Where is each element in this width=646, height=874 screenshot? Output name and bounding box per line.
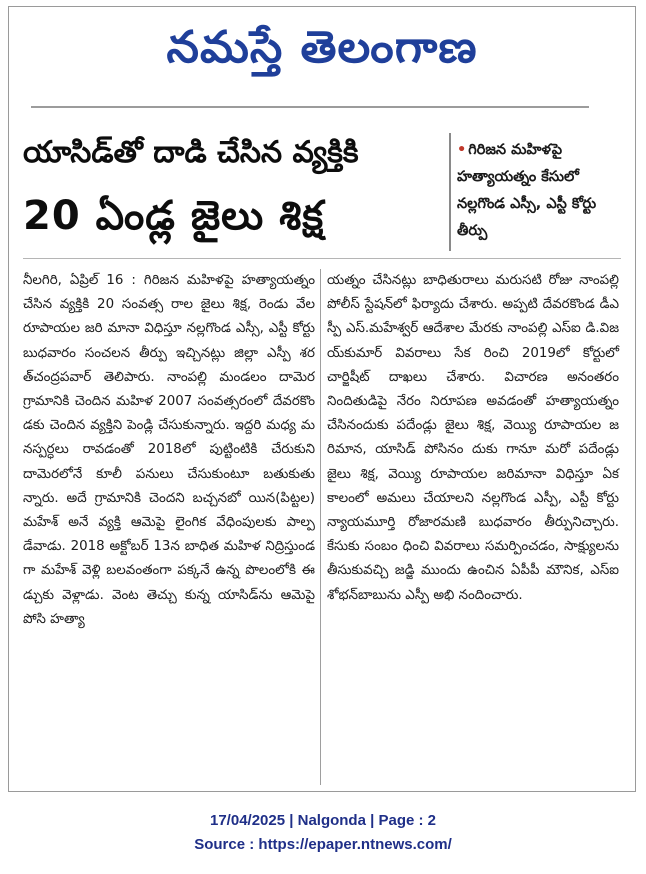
masthead-divider [31, 106, 589, 108]
body-column-right: యత్నం చేసినట్లు బాధితురాలు మరుసటి రోజు నాంపల్లి పోలీస్ స్టేషన్‌లో ఫిర్యాదు చేశారు. అప్పటి దేవరకొండ డీఎస్పీ ఎస్.మహేశ్వర్ ఆదేశాల మేరకు నాంపల్లి ఎస్ఐ డి.విజయ్‌కుమార్ వివరాలు సేక రించి 2019లో కోర్టులో చార్జిషీట్ దాఖలు చేశారు. విచారణ అనంతరం నిందితుడిపై నేరం నిరూపణ అవడంతో హత్యాయత్నం చేసినందుకు పదేండ్లు జైలు శిక్ష, వెయ్యి రూపాయల జరిమాన, యాసిడ్ పోసినం దుకు గానూ మరో పదేండ్లు జైలు శిక్ష, వెయ్యి రూపాయల జరిమానా విధిస్తూ ఏక కాలంలో అమలు చేయాలని నల్లగొండ ఎస్పీ, ఎస్టీ కోర్టు న్యాయమూర్తి రోజారమణి బుధవారం తీర్పునిచ్చారు. కేసుకు సంబం ధించి వివరాలు సమర్పించడం, సాక్ష్యులను తీసుకువచ్చి జడ్జి ముందు ఉంచిన ఏపీపీ మౌనిక, ఎస్ఐ శోభన్‌బాబును ఎస్పీ అభి నందించారు. [327, 273, 619, 603]
footer-date-edition: 17/04/2025 | Nalgonda | Page : 2 [210, 812, 436, 829]
deck-text: గిరిజన మహిళపై హత్యాయత్నం కేసులో నల్లగొండ ఎస్సీ, ఎస్టీ కోర్టు తీర్పు [457, 142, 597, 239]
deck-summary [457, 137, 629, 245]
masthead-logo: నమస్తే తెలంగాణ [166, 22, 478, 73]
bullet-icon: • [457, 142, 467, 158]
newspaper-clipping [8, 6, 636, 792]
headline [23, 125, 443, 251]
headline-rule [23, 258, 621, 259]
headline-line-1: యాసిడ్‌తో దాడి చేసిన వ్యక్తికి [23, 135, 359, 170]
headline-line-2: 20 ఏండ్ల జైలు శిక్ష [23, 193, 325, 239]
headline-divider [449, 133, 451, 251]
body-column-left: నీలగిరి, ఏప్రిల్ 16 : గిరిజన మహిళపై హత్యాయత్నం చేసిన వ్యక్తికి 20 సంవత్స రాల జైలు శిక్ష, రెండు వేల రూపాయల జరి మానా విధిస్తూ నల్లగొండ ఎస్సీ, ఎస్టీ కోర్టు బుధవారం సంచలన తీర్పు ఇచ్చినట్లు జిల్లా ఎస్పీ శరత్‌చంద్రపవార్ తెలిపారు. నాంపల్లి మండలం దామెర గ్రామానికి చెందిన మహిళ 2007 సంవత్సరంలో దేవరకొం డకు చెందిన వ్యక్తిని పెండ్లి చేసుకున్నారు. ఇద్దరి మధ్య మనస్పర్ధలు రావడంతో 2018లో పుట్టింటికి చేరుకుని దామెరలోనే కూలీ పనులు చేసుకుంటూ బతుకుతు న్నారు. అదే గ్రామానికి చెందని బచ్చనబో యిన(పిట్టల) మహేశ్ అనే వ్యక్తి ఆమెపై లైంగిక వేధింపులకు పాల్పడేవాడు. 2018 అక్టోబర్ 13న బాధిత మహిళ నిద్రిస్తుండగా మహేశ్ వెళ్లి బలవంతంగా పక్కనే ఉన్న పొలంలోకి ఈడ్చుకు వెళ్లాడు. వెంట తెచ్చు కున్న యాసిడ్‌ను ఆమెపై పోసి హత్యా [23, 273, 315, 627]
footer-source: Source : https://epaper.ntnews.com/ [194, 836, 452, 853]
column-divider [320, 269, 321, 785]
